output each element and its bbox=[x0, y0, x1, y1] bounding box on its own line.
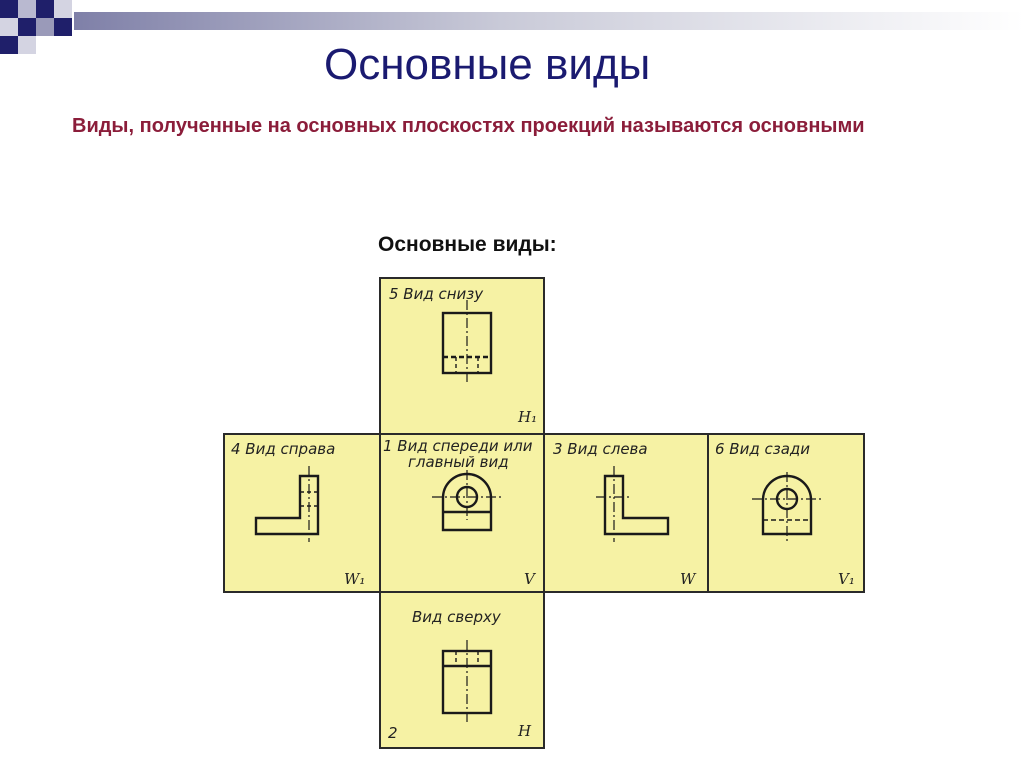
panel-left-plane: W₁ bbox=[344, 570, 366, 588]
panel-far-right-plane: V₁ bbox=[838, 570, 855, 588]
panel-bottom-plane: H bbox=[518, 722, 532, 740]
panel-right-plane: W bbox=[680, 570, 696, 588]
slide-title: Основные виды bbox=[324, 40, 651, 89]
panel-center-label-line1: 1 Вид спереди или bbox=[383, 437, 533, 455]
panel-top-plane: H₁ bbox=[518, 408, 538, 426]
panel-far-right-label: 6 Вид сзади bbox=[715, 440, 811, 458]
panel-bottom-number: 2 bbox=[388, 724, 398, 742]
slide-subtitle: Виды, полученные на основных плоскостях проекций называются основными bbox=[72, 115, 865, 137]
panel-left-label: 4 Вид справа bbox=[231, 440, 336, 458]
diagram-heading: Основные виды: bbox=[378, 233, 557, 256]
panel-top-label: 5 Вид снизу bbox=[389, 285, 484, 303]
panel-bottom-label: Вид сверху bbox=[412, 608, 501, 626]
panel-right-label: 3 Вид слева bbox=[553, 440, 648, 458]
panel-center-label-line2: главный вид bbox=[408, 453, 509, 471]
panel-center-plane: V bbox=[524, 570, 535, 588]
